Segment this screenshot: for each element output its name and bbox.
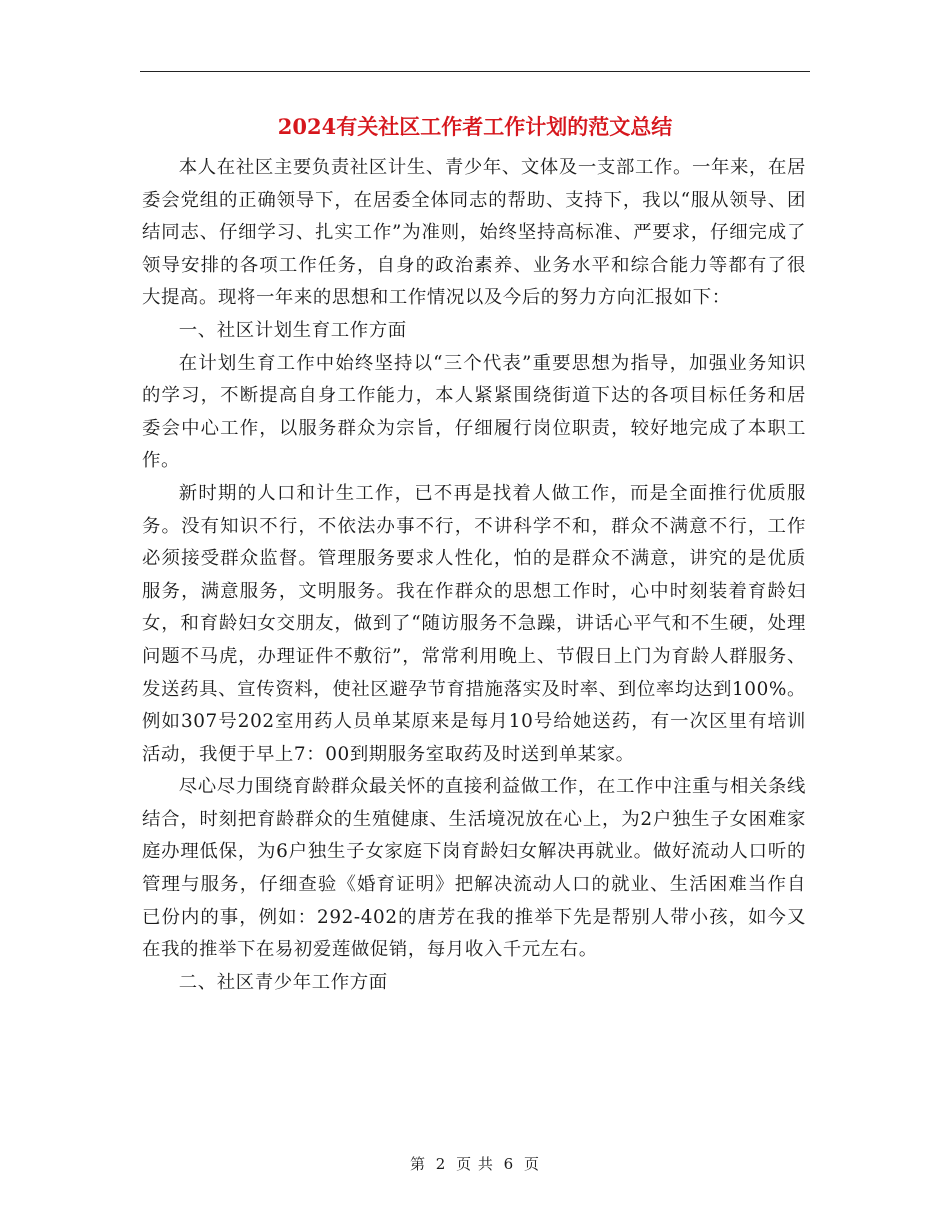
document-title: 2024有关社区工作者工作计划的范文总结 [277, 114, 673, 139]
footer-middle: 页 共 [456, 1155, 494, 1173]
paragraph-quality-service: 新时期的人口和计生工作，已不再是找着人做工作，而是全面推行优质服务。没有知识不行，不依法办事不行，不讲科学不和，群众不满意不行，工作必须接受群众监督。管理服务要求人性化，怕的是群众不满意，讲究的是优质服务，满意服务，文明服务。我在作群众的思想工作时，心中时刻装着育龄妇女，和育龄妇女交朋友，做到了“随访服务不急躁，讲话心平气和不生硬，处理问题不马虎，办理证件不敷衍”，常常利用晚上、节假日上门为育龄人群服务、发送药具、宣传资料，使社区避孕节育措施落实及时率、到位率均达到100%。例如307号202室用药人员单某原来是每月10号给她送药，有一次区里有培训活动，我便于早上7：00到期服务室取药及时送到单某家。 [142, 482, 806, 765]
paragraph-direct-interests: 尽心尽力围绕育龄群众最关怀的直接利益做工作，在工作中注重与相关条线结合，时刻把育龄群众的生殖健康、生活境况放在心上，为2户独生子女困难家庭办理低保，为6户独生子女家庭下岗育龄妇女解决再就业。做好流动人口听的管理与服务，仔细查验《婚育证明》把解决流动人口的就业、生活困难当作自已份内的事，例如：292-402的唐芳在我的推举下先是帮别人带小孩，如今又在我的推举下在易初爱莲做促销，每月收入千元左右。 [142, 776, 806, 961]
section-heading-family-planning: 一、社区计划生育工作方面 [178, 319, 407, 341]
section-heading-youth-work: 二、社区青少年工作方面 [178, 971, 388, 993]
document-body [142, 152, 806, 999]
header-rule [140, 71, 810, 72]
footer-prefix: 第 [409, 1155, 426, 1173]
page-footer [0, 1154, 950, 1174]
total-page-count: 6 [503, 1155, 515, 1173]
current-page-number: 2 [435, 1155, 447, 1173]
paragraph-intro: 本人在社区主要负责社区计生、青少年、文体及一支部工作。一年来，在居委会党组的正确领导下，在居委全体同志的帮助、支持下，我以“服从领导、团结同志、仔细学习、扎实工作”为准则，始终坚持高标准、严要求，仔细完成了领导安排的各项工作任务，自身的政治素养、业务水平和综合能力等都有了很大提高。现将一年来的思想和工作情况以及今后的努力方向汇报如下： [142, 157, 806, 309]
paragraph-family-planning-guidance: 在计划生育工作中始终坚持以“三个代表”重要思想为指导，加强业务知识的学习，不断提高自身工作能力，本人紧紧围绕街道下达的各项目标任务和居委会中心工作，以服务群众为宗旨，仔细履行岗位职责，较好地完成了本职工作。 [142, 352, 806, 472]
footer-suffix: 页 [524, 1155, 541, 1173]
